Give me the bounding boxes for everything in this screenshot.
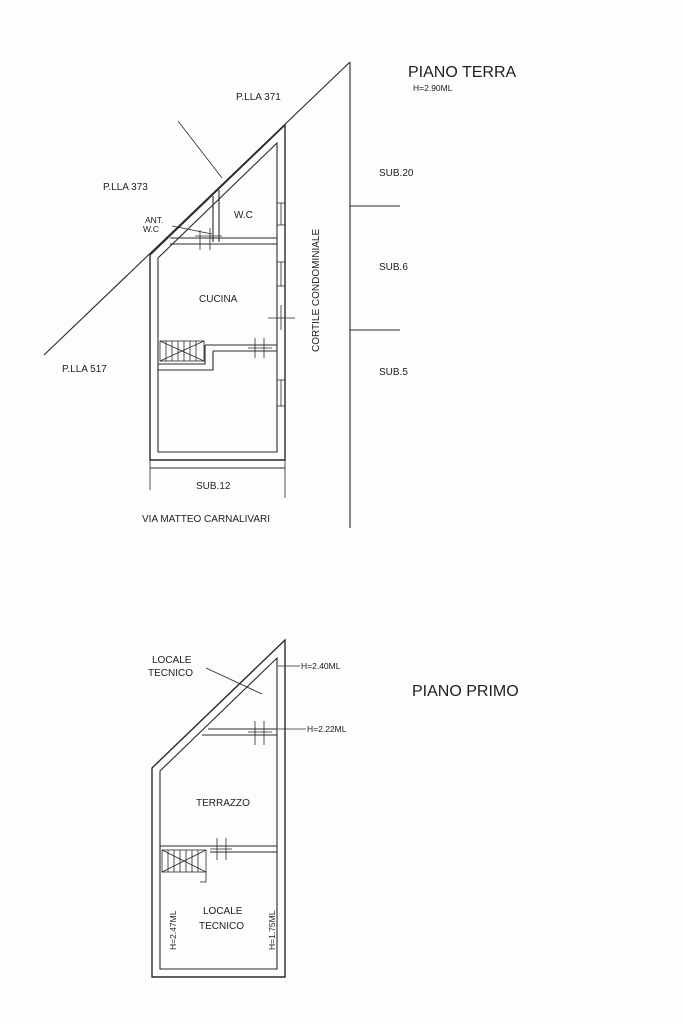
terrace-label: TERRAZZO	[196, 798, 250, 809]
first-floor-title: PIANO PRIMO	[412, 683, 519, 700]
windows-right-wall	[277, 203, 285, 406]
sub-label-6: SUB.6	[379, 262, 408, 273]
ground-floor-title: PIANO TERRA	[408, 64, 517, 81]
door-ticks	[195, 228, 295, 358]
height-label-mid: H=2.22ML	[307, 724, 347, 734]
diagonal-boundary-line	[44, 62, 350, 355]
height-label-right: H=1.75ML	[267, 910, 277, 950]
first-floor-staircase-symbol	[162, 850, 206, 882]
ground-floor-height: H=2.90ML	[413, 83, 453, 93]
height-label-top: H=2.40ML	[301, 661, 341, 671]
room-label-ant-wc: W.C	[143, 224, 160, 234]
sub-label-12: SUB.12	[196, 481, 231, 492]
room-label-kitchen: CUCINA	[199, 294, 238, 305]
room-label-wc: W.C	[234, 210, 253, 221]
first-floor-plan	[148, 640, 519, 977]
height-label-left: H=2.47ML	[168, 910, 178, 950]
street-label: VIA MATTEO CARNALIVARI	[142, 514, 270, 525]
parcel-label-517: P.LLA 517	[62, 364, 107, 375]
ground-floor-plan	[44, 62, 517, 528]
tech-room-bottom-label-1: LOCALE	[203, 906, 243, 917]
room-label-ant: ANT.	[145, 215, 164, 225]
tech-room-top-label-2: TECNICO	[148, 668, 193, 679]
courtyard-label: CORTILE CONDOMINIALE	[311, 228, 322, 352]
tech-room-bottom-label-2: TECNICO	[199, 921, 244, 932]
staircase-symbol	[160, 341, 204, 361]
parcel-divider-line	[178, 121, 222, 178]
sub-label-20: SUB.20	[379, 168, 414, 179]
parcel-label-371: P.LLA 371	[236, 92, 281, 103]
sub-label-5: SUB.5	[379, 367, 408, 378]
tech-room-top-label-1: LOCALE	[152, 655, 192, 666]
ground-floor-outer-wall	[150, 125, 285, 460]
parcel-label-373: P.LLA 373	[103, 182, 148, 193]
ant-wc-leader	[172, 226, 212, 234]
first-floor-door-ticks	[210, 721, 272, 860]
